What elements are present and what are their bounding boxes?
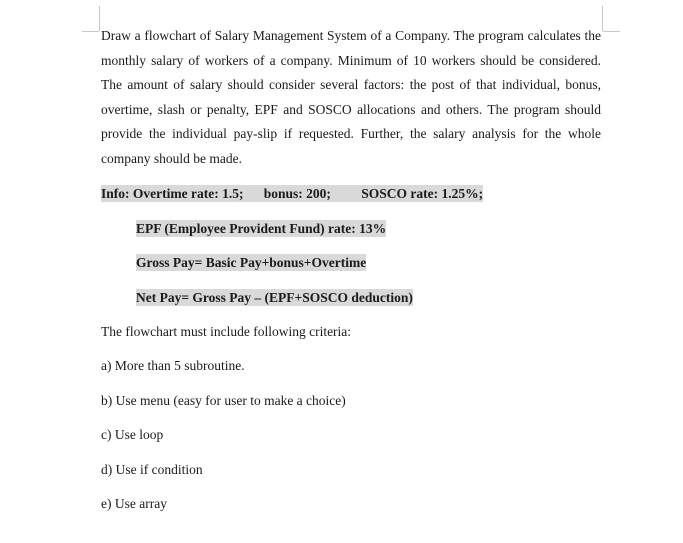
crop-mark-top-right-vertical (602, 6, 603, 31)
sosco-rate: SOSCO rate: 1.25%; (361, 186, 484, 201)
net-pay-formula: Net Pay= Gross Pay – (EPF+SOSCO deduction) (136, 290, 413, 305)
gross-pay-formula: Gross Pay= Basic Pay+bonus+Overtime (136, 255, 367, 270)
net-pay-line (136, 289, 413, 307)
epf-rate: EPF (Employee Provident Fund) rate: 13% (136, 221, 387, 236)
gross-pay-line (136, 254, 366, 272)
criteria-item-e: e) Use array (101, 496, 167, 511)
overtime-rate: Overtime rate: 1.5; (132, 186, 244, 201)
info-label: Info: (101, 186, 130, 201)
epf-line (136, 220, 386, 238)
crop-mark-top-left-vertical (99, 6, 100, 31)
criteria-item-a: a) More than 5 subroutine. (101, 358, 245, 373)
info-line (101, 185, 483, 203)
crop-mark-top-left (82, 22, 99, 32)
criteria-intro: The flowchart must include following criteria: (101, 324, 352, 339)
question-paragraph: Draw a flowchart of Salary Management System of a Company. The program calculates the monthly salary of workers of a company. Minimum of 10 workers should be considered. The amount of salary should consider several factors: the post of that individual, bonus, overtime, slash or penalty, EPF and SOSCO allocations and others. The program should provide the individual pay-slip if requested. Further, the salary analysis for the whole company should be made. (101, 28, 601, 166)
crop-mark-top-right (603, 22, 620, 32)
criteria-item-d: d) Use if condition (101, 462, 203, 477)
criteria-item-b: b) Use menu (easy for user to make a choice) (101, 393, 346, 408)
criteria-item-c: c) Use loop (101, 427, 164, 442)
bonus-rate: bonus: 200; (263, 186, 331, 201)
